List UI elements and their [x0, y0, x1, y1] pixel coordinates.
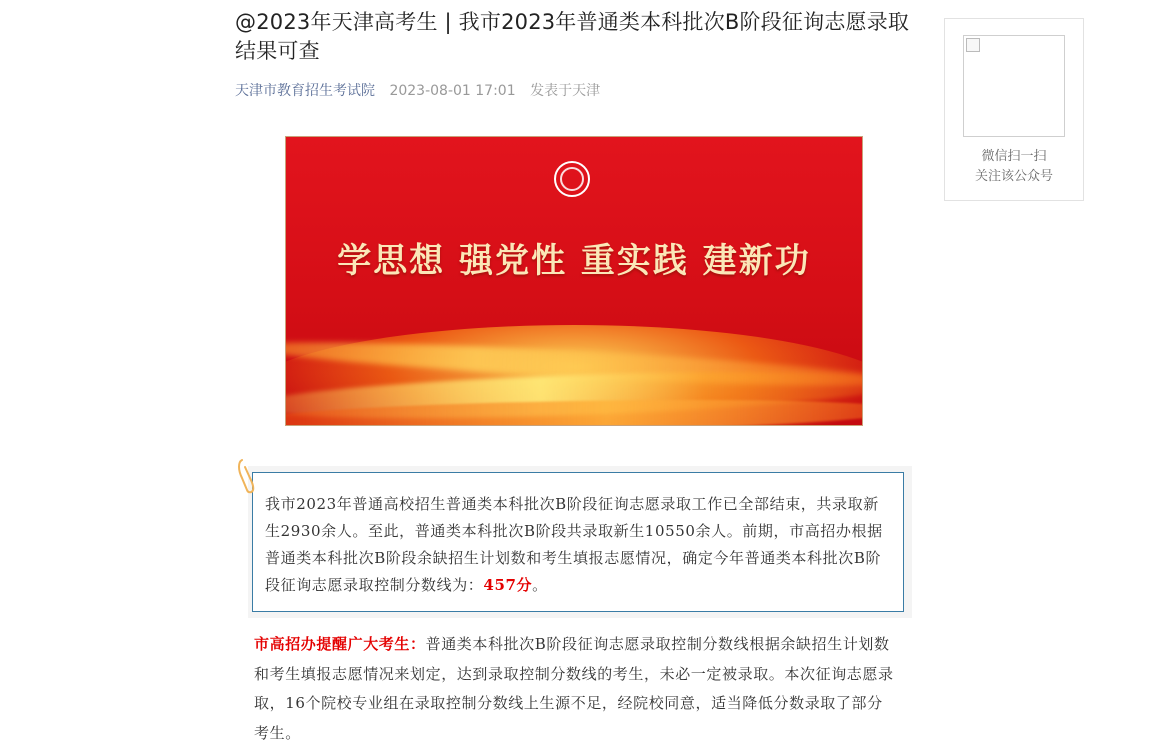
broken-image-icon	[966, 38, 980, 52]
summary-end: 。	[532, 576, 548, 594]
qr-card	[944, 18, 1084, 201]
qr-caption-line1: 微信扫一扫	[981, 149, 1047, 164]
score-line-value: 457分	[483, 576, 533, 594]
banner-image	[285, 136, 863, 426]
reminder-lead: 市高招办提醒广大考生：	[254, 635, 426, 653]
reminder-paragraph	[254, 630, 894, 748]
banner-slogan: 学思想 强党性 重实践 建新功	[337, 241, 811, 281]
publish-location: 发表于天津	[530, 83, 601, 99]
article-header	[235, 8, 915, 100]
qr-code-icon[interactable]	[963, 35, 1065, 137]
summary-box	[252, 472, 904, 612]
paperclip-icon	[236, 458, 258, 494]
article-title: @2023年天津高考生 | 我市2023年普通类本科批次B阶段征询志愿录取结果可查	[235, 10, 910, 63]
summary-text: 我市2023年普通高校招生普通类本科批次B阶段征询志愿录取工作已全部结束，共录取新生2930余人。至此，普通类本科批次B阶段共录取新生10550余人。前期，市高招办根据普通类本科批次B阶段余缺招生计划数和考生填报志愿情况，确定今年普通类本科批次B阶段征询志愿录取控制分数线为：	[265, 495, 883, 594]
account-name-link[interactable]: 天津市教育招生考试院	[235, 83, 375, 99]
emblem-icon	[554, 161, 590, 197]
reminder-text: 普通类本科批次B阶段征询志愿录取控制分数线根据余缺招生计划数和考生填报志愿情况来划定，达到录取控制分数线的考生，未必一定被录取。本次征询志愿录取，16个院校专业组在录取控制分数线上生源不足，经院校同意，适当降低分数录取了部分考生。	[254, 635, 894, 742]
article-meta	[235, 80, 915, 100]
qr-caption-line2: 关注该公众号	[974, 169, 1053, 184]
publish-datetime: 2023-08-01 17:01	[389, 83, 516, 99]
